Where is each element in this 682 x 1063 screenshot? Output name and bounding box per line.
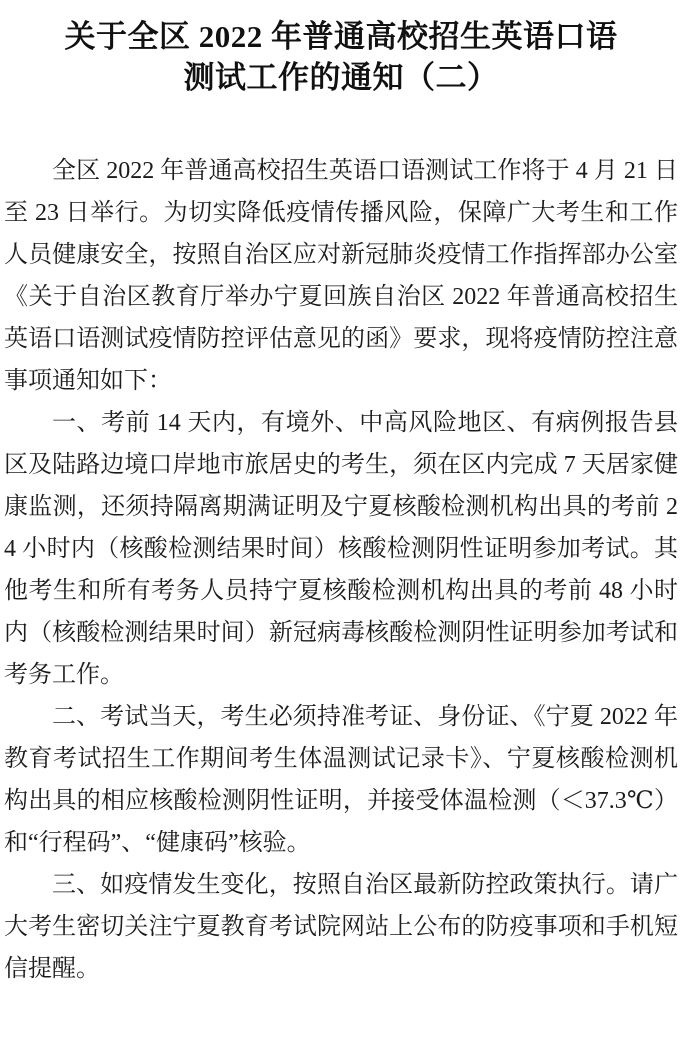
paragraph-item-two: 二、考试当天，考生必须持准考证、身份证、《宁夏 2022 年教育考试招生工作期间考生体温测试记录卡》、宁夏核酸检测机构出具的相应核酸检测阴性证明，并接受体温检测（＜37.3℃）和“行程码”、“健康码”核验。 [4,704,678,856]
paragraph-item-one: 一、考前 14 天内，有境外、中高风险地区、有病例报告县区及陆路边境口岸地市旅居史的考生，须在区内完成 7 天居家健康监测，还须持隔离期满证明及宁夏核酸检测机构出具的考前 24 小时内（核酸检测结果时间）核酸检测阴性证明参加考试。其他考生和所有考务人员持宁夏核酸检测机构出具的考前 48 小时内（核酸检测结果时间）新冠病毒核酸检测阴性证明参加考试和考务工作。 [4,410,678,688]
document-title-line-1: 关于全区 2022 年普通高校招生英语口语 [64,19,618,54]
paragraph-item-three: 三、如疫情发生变化，按照自治区最新防控政策执行。请广大考生密切关注宁夏教育考试院网站上公布的防疫事项和手机短信提醒。 [4,872,678,982]
paragraph-intro: 全区 2022 年普通高校招生英语口语测试工作将于 4 月 21 日至 23 日举行。为切实降低疫情传播风险，保障广大考生和工作人员健康安全，按照自治区应对新冠肺炎疫情工作指挥部办公室《关于自治区教育厅举办宁夏回族自治区 2022 年普通高校招生英语口语测试疫情防控评估意见的函》要求，现将疫情防控注意事项通知如下： [4,158,678,394]
document-body [0,150,682,990]
document-title-line-2: 测试工作的通知（二） [183,60,499,95]
document-title [0,0,682,98]
